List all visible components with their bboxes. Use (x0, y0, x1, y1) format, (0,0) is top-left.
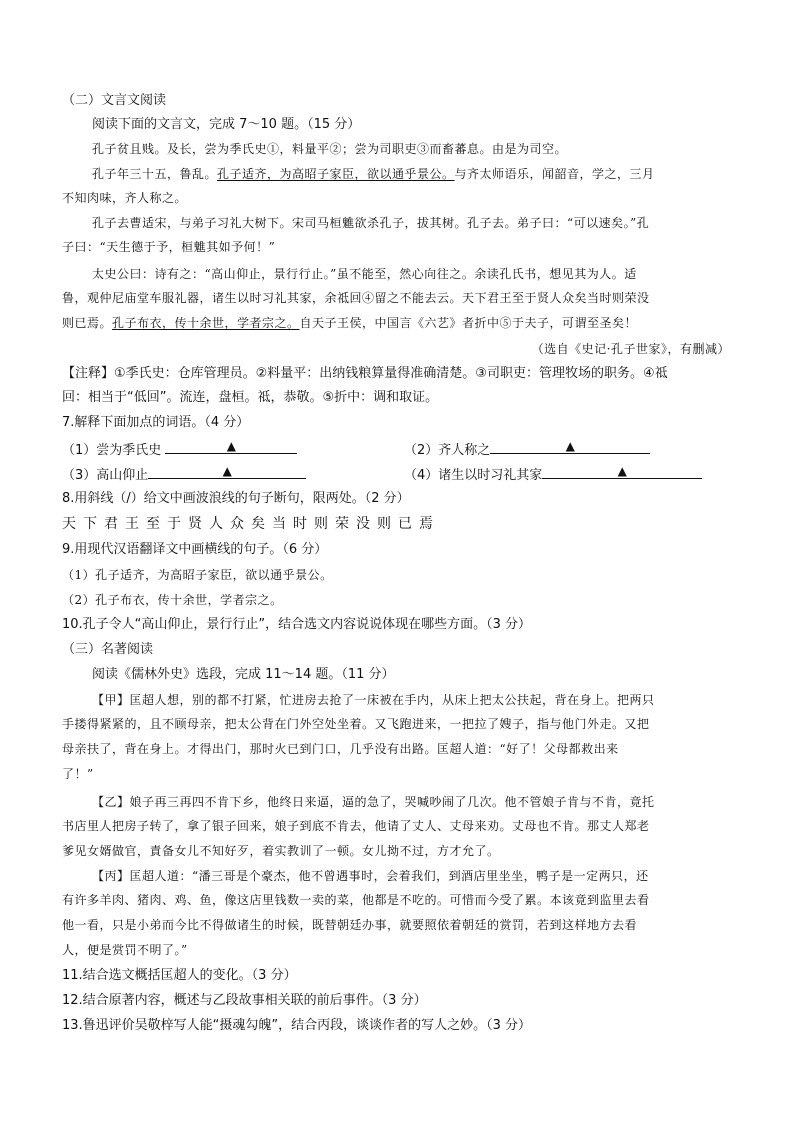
q7-item-3 (62, 464, 306, 485)
passage-paragraph-2-line-2: 不知肉味，齐人称之。 (62, 191, 188, 205)
passage-paragraph-2-line-1 (92, 165, 655, 183)
underlined-sentence-2: 孔子布衣，传十余世，学者宗之。 (112, 316, 300, 330)
passage-text: 孔子年三十五，鲁乱。 (92, 167, 218, 181)
q7-item-label: （4）诸生以时习礼其家 (404, 468, 543, 483)
answer-blank[interactable] (165, 439, 297, 454)
answer-blank[interactable] (490, 439, 650, 454)
triangle-marker-icon: ▲ (617, 464, 627, 478)
underlined-sentence-1: 孔子适齐，为高昭子家臣，欲以通乎景公。 (217, 167, 455, 181)
question-10-stem: 10.孔子令人“高山仰止，景行行止”，结合选文内容说说体现在哪些方面。（3 分） (62, 617, 532, 632)
passage-source: （选自《史记·孔子世家》，有删减） (531, 342, 730, 356)
q9-sentence-1: （1）孔子适齐，为高昭子家臣，欲以通乎景公。 (62, 568, 333, 582)
triangle-marker-icon: ▲ (222, 464, 232, 478)
excerpt-yi-line-1: 【乙】娘子再三再四不肯下乡，他终日来逼，逼的急了，哭喊吵闹了几次。他不管娘子肯与不肯，竟托 (92, 795, 655, 809)
passage-paragraph-3-line-2: 子曰：“天生德于予，桓魋其如予何！” (62, 240, 276, 254)
q7-item-4 (404, 464, 702, 485)
excerpt-bing-line-2: 有许多羊肉、猪肉、鸡、鱼，像这店里钱数一卖的菜，他都是不吃的。可惜而今受了累。本该竟到监里去看 (62, 893, 650, 907)
triangle-marker-icon: ▲ (226, 439, 237, 453)
passage-text: 与齐太师语乐，闻韶音，学之，三月 (454, 167, 655, 181)
passage-text: 自天子王侯，中国言《六艺》者折中⑤于夫子，可谓至圣矣！ (299, 316, 638, 330)
section3-intro: 阅读《儒林外史》选段，完成 11～14 题。（11 分） (92, 667, 395, 682)
triangle-marker-icon: ▲ (565, 439, 575, 453)
excerpt-yi-line-2: 书店里人把房子转了，拿了银子回来，娘子到底不肯去，他请了丈人、丈母来劝。丈母也不肯。那丈人郑老 (62, 819, 650, 833)
q9-sentence-2: （2）孔子布衣，传十余世，学者宗之。 (62, 593, 283, 607)
passage-paragraph-4-line-2: 鲁，观仲尼庙堂车服礼器，诸生以时习礼其家，余祗回④留之不能去云。天下君王至于贤人众矣当时则荣没 (62, 291, 650, 305)
answer-blank[interactable] (542, 464, 702, 479)
question-11-stem: 11.结合选文概括匡超人的变化。（3 分） (62, 968, 297, 983)
q8-sentence: 天下君王至于贤人众矣当时则荣没则已焉 (62, 516, 440, 532)
excerpt-bing-line-3: 他一看，只是小弟而今比不得做诸生的时候，既替朝廷办事，就要照依着朝廷的赏罚，若到这样地方去看 (62, 918, 638, 932)
excerpt-bing-line-1: 【丙】匡超人道：“潘三哥是个豪杰，他不曾遇事时，会着我们，到酒店里坐坐，鸭子是一定两只，还 (92, 869, 649, 883)
question-7-stem: 7.解释下面加点的词语。（4 分） (62, 415, 250, 430)
passage-paragraph-1: 孔子贫且贱。及长，尝为季氏史①，料量平②；尝为司职吏③而畜蕃息。由是为司空。 (92, 142, 568, 156)
passage-text: 则已焉。 (62, 316, 113, 330)
q7-item-label: （2）齐人称之 (404, 443, 491, 458)
question-9-stem: 9.用现代汉语翻译文中画横线的句子。（6 分） (62, 542, 328, 557)
question-8-stem: 8.用斜线（/）给文中画波浪线的句子断句，限两处。（2 分） (62, 491, 410, 506)
excerpt-jia-line-2: 手搂得紧紧的，且不顾母亲，把太公背在门外空处坐着。又飞跑进来，一把拉了嫂子，指与他门外走。又把 (62, 717, 650, 731)
section2-heading: （二）文言文阅读 (62, 93, 167, 108)
annotation-line-1: 【注释】①季氏史：仓库管理员。②料量平：出纳钱粮算量得准确清楚。③司职吏：管理牧场的职务。④祗 (62, 366, 668, 381)
question-13-stem: 13.鲁迅评价吴敬梓写人能“摄魂勾魄”，结合丙段，谈谈作者的写人之妙。（3 分） (62, 1018, 532, 1033)
q7-item-label: （3）高山仰止 (62, 468, 149, 483)
question-12-stem: 12.结合原著内容，概述与乙段故事相关联的前后事件。（3 分） (62, 993, 427, 1008)
excerpt-jia-line-4: 了！” (62, 767, 94, 781)
section3-heading: （三）名著阅读 (62, 642, 154, 657)
annotation-line-2: 回：相当于“低回”。流连，盘桓。祗，恭敬。⑤折中：调和取证。 (62, 390, 439, 405)
answer-blank[interactable] (148, 464, 306, 479)
passage-paragraph-4-line-1: 太史公曰：诗有之：“高山仰止，景行行止。”虽不能至，然心向往之。余读孔氏书，想见其为人。适 (92, 267, 637, 281)
excerpt-jia-line-1: 【甲】匡超人想，别的都不打紧，忙进房去抢了一床被在手内，从床上把太公扶起，背在身上。把两只 (92, 693, 655, 707)
q7-item-label: （1）尝为季氏史 (62, 443, 162, 458)
q7-item-1 (62, 439, 297, 460)
passage-paragraph-3-line-1: 孔子去曹适宋，与弟子习礼大树下。宋司马桓魋欲杀孔子，拔其树。孔子去。弟子曰：“可以速矣。”孔 (92, 216, 650, 230)
q7-item-2 (404, 439, 650, 460)
excerpt-bing-line-4: 人，便是赏罚不明了。” (62, 943, 188, 957)
passage-paragraph-4-line-3 (62, 314, 637, 332)
excerpt-yi-line-3: 爹见女婿做官，責备女儿不知好歹，着实教训了一顿。女儿拗不过，方才允了。 (62, 844, 500, 858)
section2-intro: 阅读下面的文言文，完成 7～10 题。（15 分） (92, 117, 361, 132)
excerpt-jia-line-3: 母亲扶了，背在身上。才得出门，那时火已到门口，几乎没有出路。匡超人道：“好了！父母都救出来 (62, 742, 619, 756)
